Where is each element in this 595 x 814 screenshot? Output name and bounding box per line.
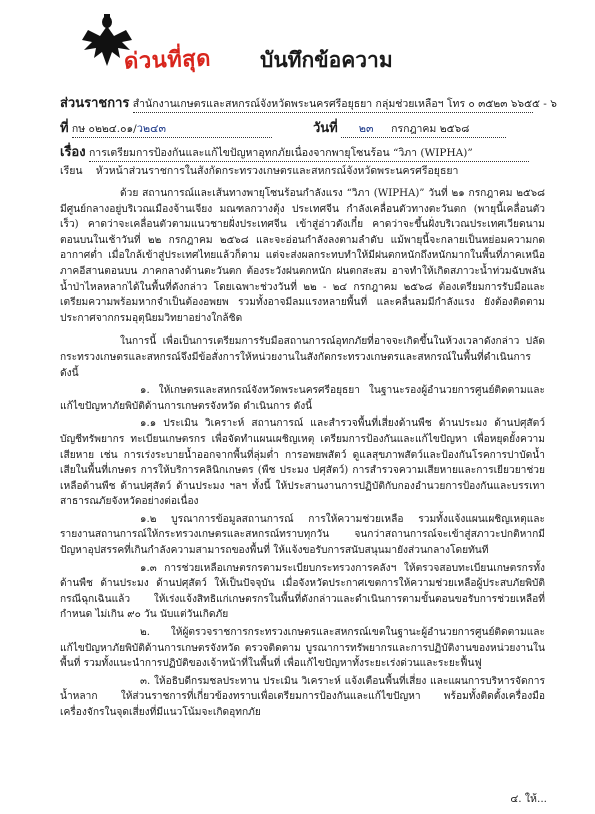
paragraph-item-1: ๑. ให้เกษตรและสหกรณ์จังหวัดพระนครศรีอยุธยา ในฐานะรองผู้อำนวยการศูนย์ติดตามและแก้ไขปัญหาภัยพิบัติด้านการเกษตรจังหวัด ดำเนินการ ดังนี้ [60,385,545,412]
memo-body [60,186,545,723]
paragraph-item-1-3: ๑.๓ การช่วยเหลือเกษตรกรตามระเบียบกระทรวงการคลังฯ ให้ตรวจสอบทะเบียนเกษตรกรทั้งด้านพืช ด้านประมง ด้านปศุสัตว์ ให้เป็นปัจจุบัน เมื่อจังหวัดประกาศเขตการให้ความช่วยเหลือผู้ประสบภัยพิบัติกรณีฉุกเฉินแล้ว ให้เร่งแจ้งสิทธิแก่เกษตรกรในพื้นที่ดังกล่าวและดำเนินการตามขั้นตอนขอรับการช่วยเหลือที่กำหนด ไม่เกิน ๙๐ วัน นับแต่วันเกิดภัย [60,562,545,621]
ref-value-printed: กษ ๐๒๒๔.๐๑/ [71,123,137,135]
date-line [313,117,506,138]
urgent-stamp: ด่วนที่สุด [123,46,212,75]
memo-header [60,10,560,80]
date-label: วันที่ [313,121,338,136]
ref-value [72,119,272,138]
paragraph-item-3: ๓. ให้อธิบดีกรมชลประทาน ประเมิน วิเคราะห์ แจ้งเตือนพื้นที่เสี่ยง และแผนการบริหารจัดการน้ำหลาก ให้ส่วนราชการที่เกี่ยวข้องทราบเพื่อเตรียมการป้องกันและแก้ไขปัญหา พร้อมทั้งติดตั้งเครื่องมือ เครื่องจักรในจุดเสี่ยงที่มีแนวโน้มจะเกิดอุทกภัย [60,675,545,718]
continuation-marker: ๔. ให้... [510,793,547,805]
paragraph-item-1-1: ๑.๑ ประเมิน วิเคราะห์ สถานการณ์ และสำรวจพื้นที่เสี่ยงด้านพืช ด้านประมง ด้านปศุสัตว์ บัญชีทรัพยากร ทะเบียนเกษตรกร เพื่อจัดทำแผนเผชิญเหตุ เตรียมการป้องกันและแก้ไขปัญหา เพื่อหยุดยั้งความเสียหาย เช่น การเร่งระบายน้ำออกจากพื้นที่ลุ่มต่ำ การอพยพสัตว์ ดูแลสุขภาพสัตว์และป้องกันโรคการปาบัดน้ำเสียในพื้นที่เกษตร การให้บริการคลินิกเกษตร (พืช ประมง ปศุสัตว์) การสำรวจความเสียหายและการเยียวยาช่วยเหลือด้านพืช ด้านปศุสัตว์ ด้านประมง ฯลฯ ทั้งนี้ ให้ประสานงานการปฏิบัติกับกองอำนวยการป้องกันและบรรเทาสาธารณภัยจังหวัดอย่างต่อเนื่อง [60,418,545,508]
agency-value: สำนักงานเกษตรและสหกรณ์จังหวัดพระนครศรีอยุธยา กลุ่มช่วยเหลือฯ โทร ๐ ๓๕๒๓ ๖๖๕๕ - ๖ [133,95,533,113]
paragraph-background: ด้วย สถานการณ์และเส้นทางพายุโซนร้อนกำลังแรง “วิภา (WIPHA)” วันที่ ๒๑ กรกฎาคม ๒๕๖๘ มีศูนย์กลางอยู่บริเวณเมืองจ้านเจียง มณฑลกวางตุ้ง ประเทศจีน กำลังเคลื่อนตัวทางตะวันตก (พายุนี้เคลื่อนตัวเร็ว) คาดว่าจะเคลื่อนตัวตามแนวชายฝั่งประเทศจีน เข้าสู่อ่าวตังเกี๋ย คาดว่าจะขึ้นฝั่งบริเวณประเทศเวียดนามตอนบนในเช้าวันที่ ๒๒ กรกฎาคม ๒๕๖๘ และจะอ่อนกำลังลงตามลำดับ แม้พายุนี้จะกลายเป็นหย่อมความกดอากาศต่ำ เมื่อใกล้เข้าสู่ประเทศไทยแล้วก็ตาม แต่จะส่งผลกระทบทำให้มีฝนตกหนักถึงหนักมากในพื้นที่ภาคเหนือ ภาคอีสานตอนบน ภาคกลางด้านตะวันตก ต้องระวังฝนตกหนัก ฝนตกสะสม อาจทำให้เกิดสภาวะน้ำท่วมฉับพลัน น้ำป่าไหลหลากได้ในพื้นที่ดังกล่าว โดยเฉพาะช่วงวันที่ ๒๒ - ๒๔ กรกฎาคม ๒๕๖๘ ต้องเตรียมการรับมือและเตรียมความพร้อมหากจำเป็นต้องอพยพ รวมทั้งอาจมีลมแรงหลายพื้นที่ และคลื่นลมมีกำลังแรง ยังต้องติดตามประกาศจากกรมอุตุนิยมวิทยาอย่างใกล้ชิด [60,188,545,324]
memo-title: บันทึกข้อความ [260,47,393,72]
subject-label: เรื่อง [60,145,86,160]
date-month-year: กรกฎาคม ๒๕๖๘ [391,123,470,135]
paragraph-item-2: ๒. ให้ผู้ตรวจราชการกระทรวงเกษตรและสหกรณ์เขตในฐานะผู้อำนวยการศูนย์ติดตามและแก้ไขปัญหาภัยพิบัติด้านการเกษตรจังหวัด ตรวจติดตาม บูรณาการทรัพยากรและการปฏิบัติงานของหน่วยงานในพื้นที่ รวมทั้งแนะนำการปฏิบัติของเจ้าหน้าที่ในพื้นที่ เพื่อแก้ไขปัญหาทั้งระยะเร่งด่วนและระยะฟื้นฟู [60,627,545,670]
to-label: เรียน [60,165,83,177]
agency-line [60,92,557,113]
agency-label: ส่วนราชการ [60,96,130,111]
to-line [60,162,458,179]
ref-value-handwritten: ว๒๔๓ [136,122,166,135]
subject-line [60,141,529,162]
ref-line [60,117,272,138]
subject-value: การเตรียมการป้องกันและแก้ไขปัญหาอุทกภัยเนื่องจากพายุโซนร้อน “วิภา (WIPHA)” [89,144,529,162]
ref-label: ที่ [60,121,69,136]
to-value: หัวหน้าส่วนราชการในสังกัดกระทรวงเกษตรและสหกรณ์จังหวัดพระนครศรีอยุธยา [95,165,459,177]
date-value [341,119,506,138]
paragraph-item-1-2: ๑.๒ บูรณาการข้อมูลสถานการณ์ การให้ความช่วยเหลือ รวมทั้งแจ้งแผนเผชิญเหตุและรายงานสถานการณ์ให้กระทรวงเกษตรและสหกรณ์ทราบทุกวัน จนกว่าสถานการณ์จะเข้าสู่สภาวะปกติหากมีปัญหาอุปสรรคที่เกินกำลังความสามารถของพื้นที่ ให้แจ้งขอรับการสนับสนุนมายังส่วนกลางโดยทันที [60,513,545,557]
paragraph-directive: ในการนี้ เพื่อเป็นการเตรียมการรับมือสถานการณ์อุทกภัยที่อาจจะเกิดขึ้นในห้วงเวลาดังกล่าว ปลัดกระทรวงเกษตรและสหกรณ์จึงมีข้อสั่งการให้หน่วยงานในสังกัดกระทรวงเกษตรและสหกรณ์ในพื้นที่ดำเนินการ ดังนี้ [60,336,545,379]
date-day-handwritten: ๒๓ [358,122,374,135]
